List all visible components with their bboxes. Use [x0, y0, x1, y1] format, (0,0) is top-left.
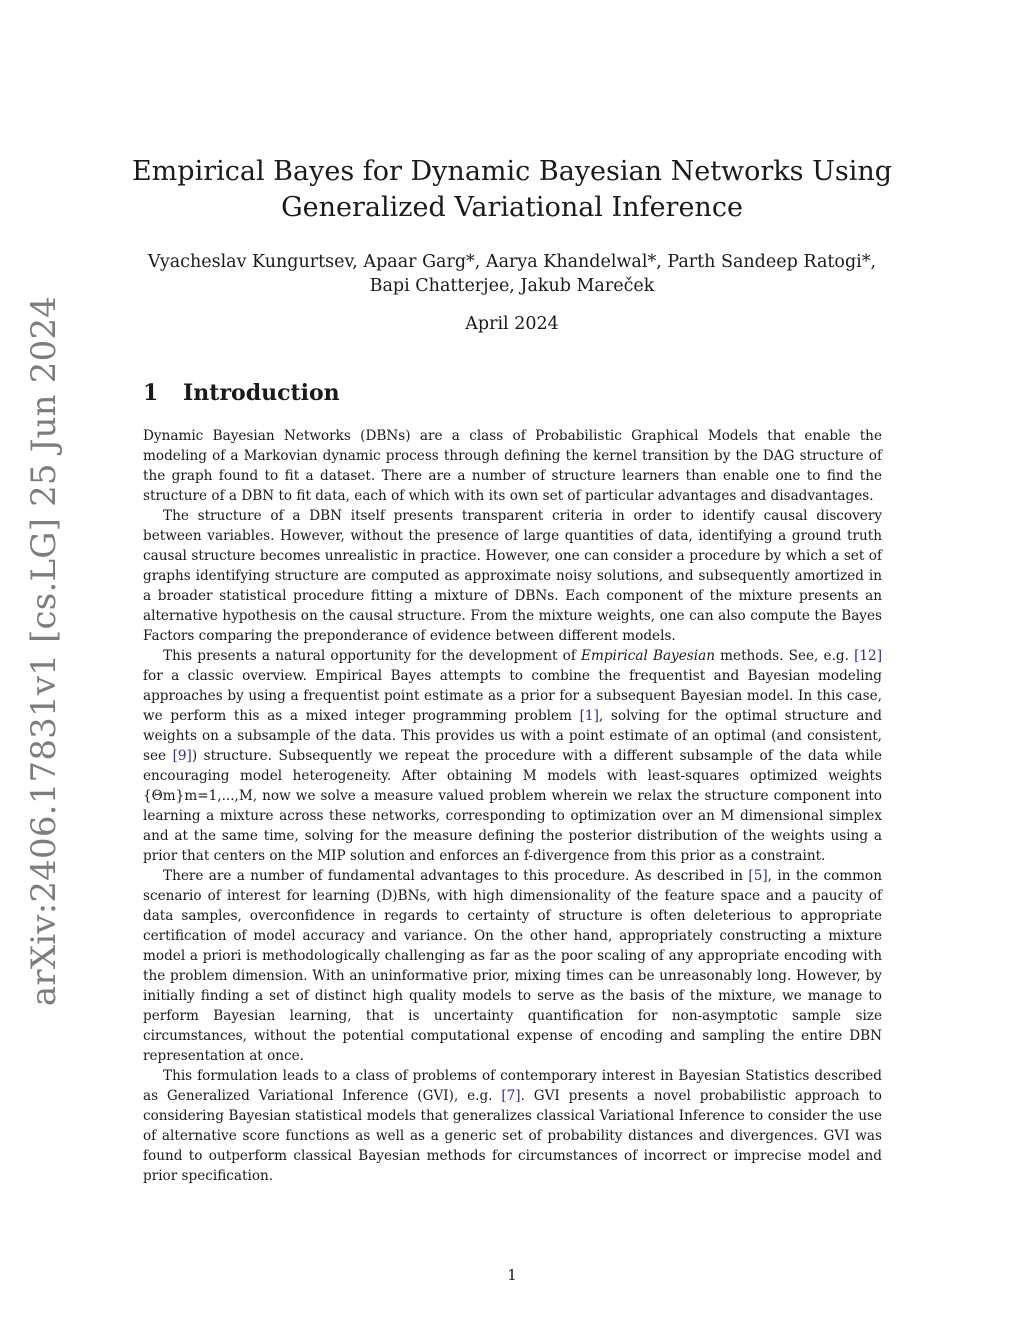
- authors-line-1: Vyacheslav Kungurtsev, Apaar Garg*, Aarya Khandelwal*, Parth Sandeep Ratogi*,: [147, 252, 877, 272]
- paragraph-4: [143, 866, 882, 1066]
- section-body: [143, 426, 882, 1186]
- arxiv-id-text: arXiv:2406.17831v1 [cs.LG] 25 Jun 2024: [24, 295, 64, 1007]
- arxiv-identifier-stamp: [24, 295, 64, 1007]
- paragraph-3: [143, 646, 882, 866]
- page-number: 1: [507, 1266, 517, 1284]
- authors-line-2: Bapi Chatterjee, Jakub Mareček: [369, 276, 655, 296]
- paper-date: April 2024: [465, 314, 559, 334]
- author-list: [130, 250, 894, 298]
- paragraph-3-text-b: methods. See, e.g.: [714, 648, 855, 664]
- section-number: 1: [143, 380, 159, 406]
- section-title-text: Introduction: [183, 380, 340, 406]
- citation-link-5[interactable]: [5]: [748, 868, 768, 884]
- paragraph-3-text-e: ) structure. Subsequently we repeat the procedure with a different subsample of the data while encouraging model heterogeneity. After obtaining M models with least-squares optimized weights {Θm}m=1,...,M, now we solve a measure valued problem wherein we relax the structure component into learning a mixture across these networks, corresponding to optimization over an M dimensional simplex and at the same time, solving for the measure defining the posterior distribution of the weights using a prior that centers on the MIP solution and enforces an f-divergence from this prior as a constraint.: [143, 748, 882, 864]
- paragraph-4-text-a: There are a number of fundamental advantages to this procedure. As described in: [163, 868, 749, 884]
- paper-title: [130, 154, 894, 226]
- citation-link-12[interactable]: [12]: [854, 648, 882, 664]
- paragraph-5-text-b: . GVI presents a novel probabilistic approach to considering Bayesian statistical models that generalizes classical Variational Inference to consider the use of alternative score functions as well as a generic set of probability distances and divergences. GVI was found to outperform classical Bayesian methods for circumstances of incorrect or imprecise model and prior specification.: [143, 1088, 882, 1184]
- citation-link-7[interactable]: [7]: [501, 1088, 521, 1104]
- citation-link-1[interactable]: [1]: [579, 708, 599, 724]
- paragraph-3-text-d: , solving for the optimal structure and weights on a subsample of the data. This provides us with a point estimate of an optimal (and consistent, see: [143, 708, 882, 764]
- title-line-2: Generalized Variational Inference: [281, 192, 743, 223]
- citation-link-9[interactable]: [9]: [172, 748, 192, 764]
- paragraph-1: Dynamic Bayesian Networks (DBNs) are a class of Probabilistic Graphical Models that enable the modeling of a Markovian dynamic process through defining the kernel transition by the DAG structure of the graph found to fit a dataset. There are a number of structure learners than enable one to find the structure of a DBN to fit data, each of which with its own set of particular advantages and disadvantages.: [143, 428, 882, 504]
- paragraph-5: [143, 1066, 882, 1186]
- emphasis-empirical-bayesian: Empirical Bayesian: [581, 648, 715, 664]
- paragraph-3-text-a: This presents a natural opportunity for the development of: [163, 648, 582, 664]
- paragraph-5-text-a: This formulation leads to a class of problems of contemporary interest in Bayesian Statistics described as Generalized Variational Inference (GVI), e.g.: [143, 1068, 882, 1104]
- paragraph-3-text-c: for a classic overview. Empirical Bayes attempts to combine the frequentist and Bayesian modeling approaches by using a frequentist point estimate as a prior for a subsequent Bayesian model. In this case, we perform this as a mixed integer programming problem: [143, 668, 882, 724]
- paragraph-4-text-b: , in the common scenario of interest for learning (D)BNs, with high dimensionality of the feature space and a paucity of data samples, overconfidence in regards to certainty of structure is often deleterious to appropriate certification of model accuracy and variance. On the other hand, appropriately constructing a mixture model a priori is methodologically challenging as far as the poor scaling of any appropriate encoding with the problem dimension. With an uninformative prior, mixing times can be unreasonably long. However, by initially finding a set of distinct high quality models to serve as the basis of the mixture, we manage to perform Bayesian learning, that is uncertainty quantification for non-asymptotic sample size circumstances, without the potential computational expense of encoding and sampling the entire DBN representation at once.: [143, 868, 882, 1064]
- title-line-1: Empirical Bayes for Dynamic Bayesian Networks Using: [131, 156, 893, 187]
- section-heading: [143, 379, 340, 407]
- paragraph-2: The structure of a DBN itself presents transparent criteria in order to identify causal discovery between variables. However, without the presence of large quantities of data, identifying a ground truth causal structure becomes unrealistic in practice. However, one can consider a procedure by which a set of graphs identifying structure are computed as approximate noisy solutions, and subsequently amortized in a broader statistical procedure fitting a mixture of DBNs. Each component of the mixture presents an alternative hypothesis on the causal structure. From the mixture weights, one can also compute the Bayes Factors comparing the preponderance of evidence between different models.: [143, 508, 882, 644]
